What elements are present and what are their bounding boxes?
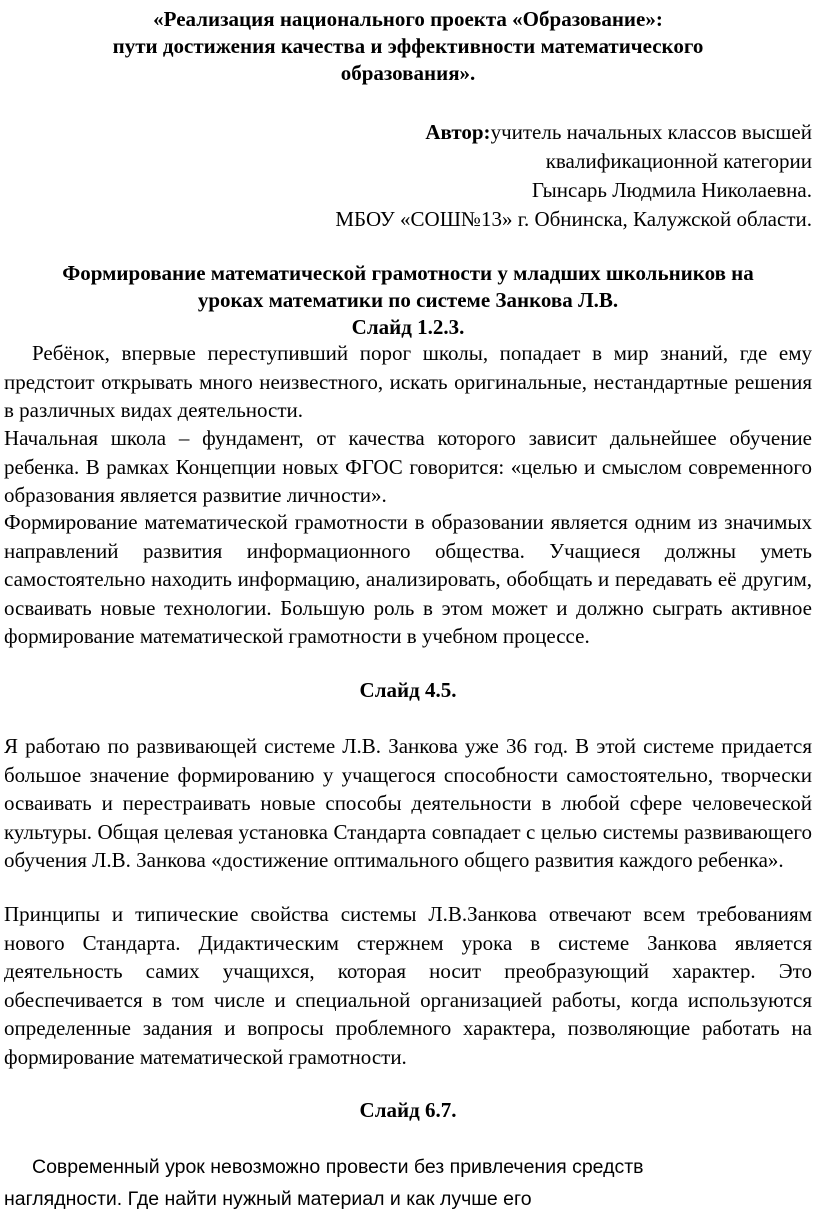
paragraph-1: Ребёнок, впервые переступивший порог школы, попадает в мир знаний, где ему предстоит открывать много неизвестного, искать оригинальные, нестандартные решения в различных видах деятельности.: [4, 341, 812, 422]
title-line-2: пути достижения качества и эффективности математического: [112, 34, 704, 58]
paragraph-2: Начальная школа – фундамент, от качества которого зависит дальнейшее обучение ребенка. В рамках Концепции новых ФГОС говорится: «целью и смыслом современного образования является развитие личности».: [4, 426, 812, 507]
section-heading: [4, 260, 812, 314]
paragraph-6: [4, 1151, 812, 1215]
slide-label-1: Слайд 1.2.3.: [351, 315, 465, 339]
author-line-3: Гынсарь Людмила Николаевна.: [531, 178, 812, 202]
slide-label-2: Слайд 4.5.: [359, 678, 457, 702]
paragraph-5: Принципы и типические свойства системы Л.В.Занкова отвечают всем требованиям нового Стандарта. Дидактическим стержнем урока в системе Занкова является деятельность самих учащихся, которая носит преобразующий характер. Это обеспечивается в том числе и специальной организацией работы, когда используются определенные задания и вопросы проблемного характера, позволяющие работать на формирование математической грамотности.: [4, 902, 812, 1069]
title-line-3: образования».: [340, 61, 476, 85]
author-label: Автор:: [425, 120, 491, 144]
paragraph-6-line-1: Современный урок невозможно провести без привлечения средств: [32, 1156, 644, 1178]
heading-line-2: уроках математики по системе Занкова Л.В.: [197, 288, 619, 312]
title-line-1: «Реализация национального проекта «Образование»:: [153, 7, 663, 31]
heading-line-1: Формирование математической грамотности у младших школьников на: [62, 261, 754, 285]
paragraph-4: Я работаю по развивающей системе Л.В. Занкова уже 36 год. В этой системе придается большое значение формированию у учащегося способности самостоятельно, творчески осваивать и перестраивать новые способы деятельности в любой сфере человеческой культуры. Общая целевая установка Стандарта совпадает с целью системы развивающего обучения Л.В. Занкова «достижение оптимального общего развития каждого ребенка».: [4, 734, 812, 872]
author-block: [4, 118, 812, 234]
author-line-2: квалификационной категории: [545, 149, 812, 173]
paragraph-3: Формирование математической грамотности в образовании является одним из значимых направлений развития информационного общества. Учащиеся должны уметь самостоятельно находить информацию, анализировать, обобщать и передавать её другим, осваивать новые технологии. Большую роль в этом может и должно сыграть активное формирование математической грамотности в учебном процессе.: [4, 510, 812, 648]
author-line-1: учитель начальных классов высшей: [490, 120, 812, 144]
paragraph-6-line-2: наглядности. Где найти нужный материал и как лучше его: [4, 1188, 532, 1210]
document-title: [4, 6, 812, 87]
author-line-4: МБОУ «СОШ№13» г. Обнинска, Калужской области.: [335, 207, 812, 231]
slide-label-3: Слайд 6.7.: [359, 1098, 457, 1122]
